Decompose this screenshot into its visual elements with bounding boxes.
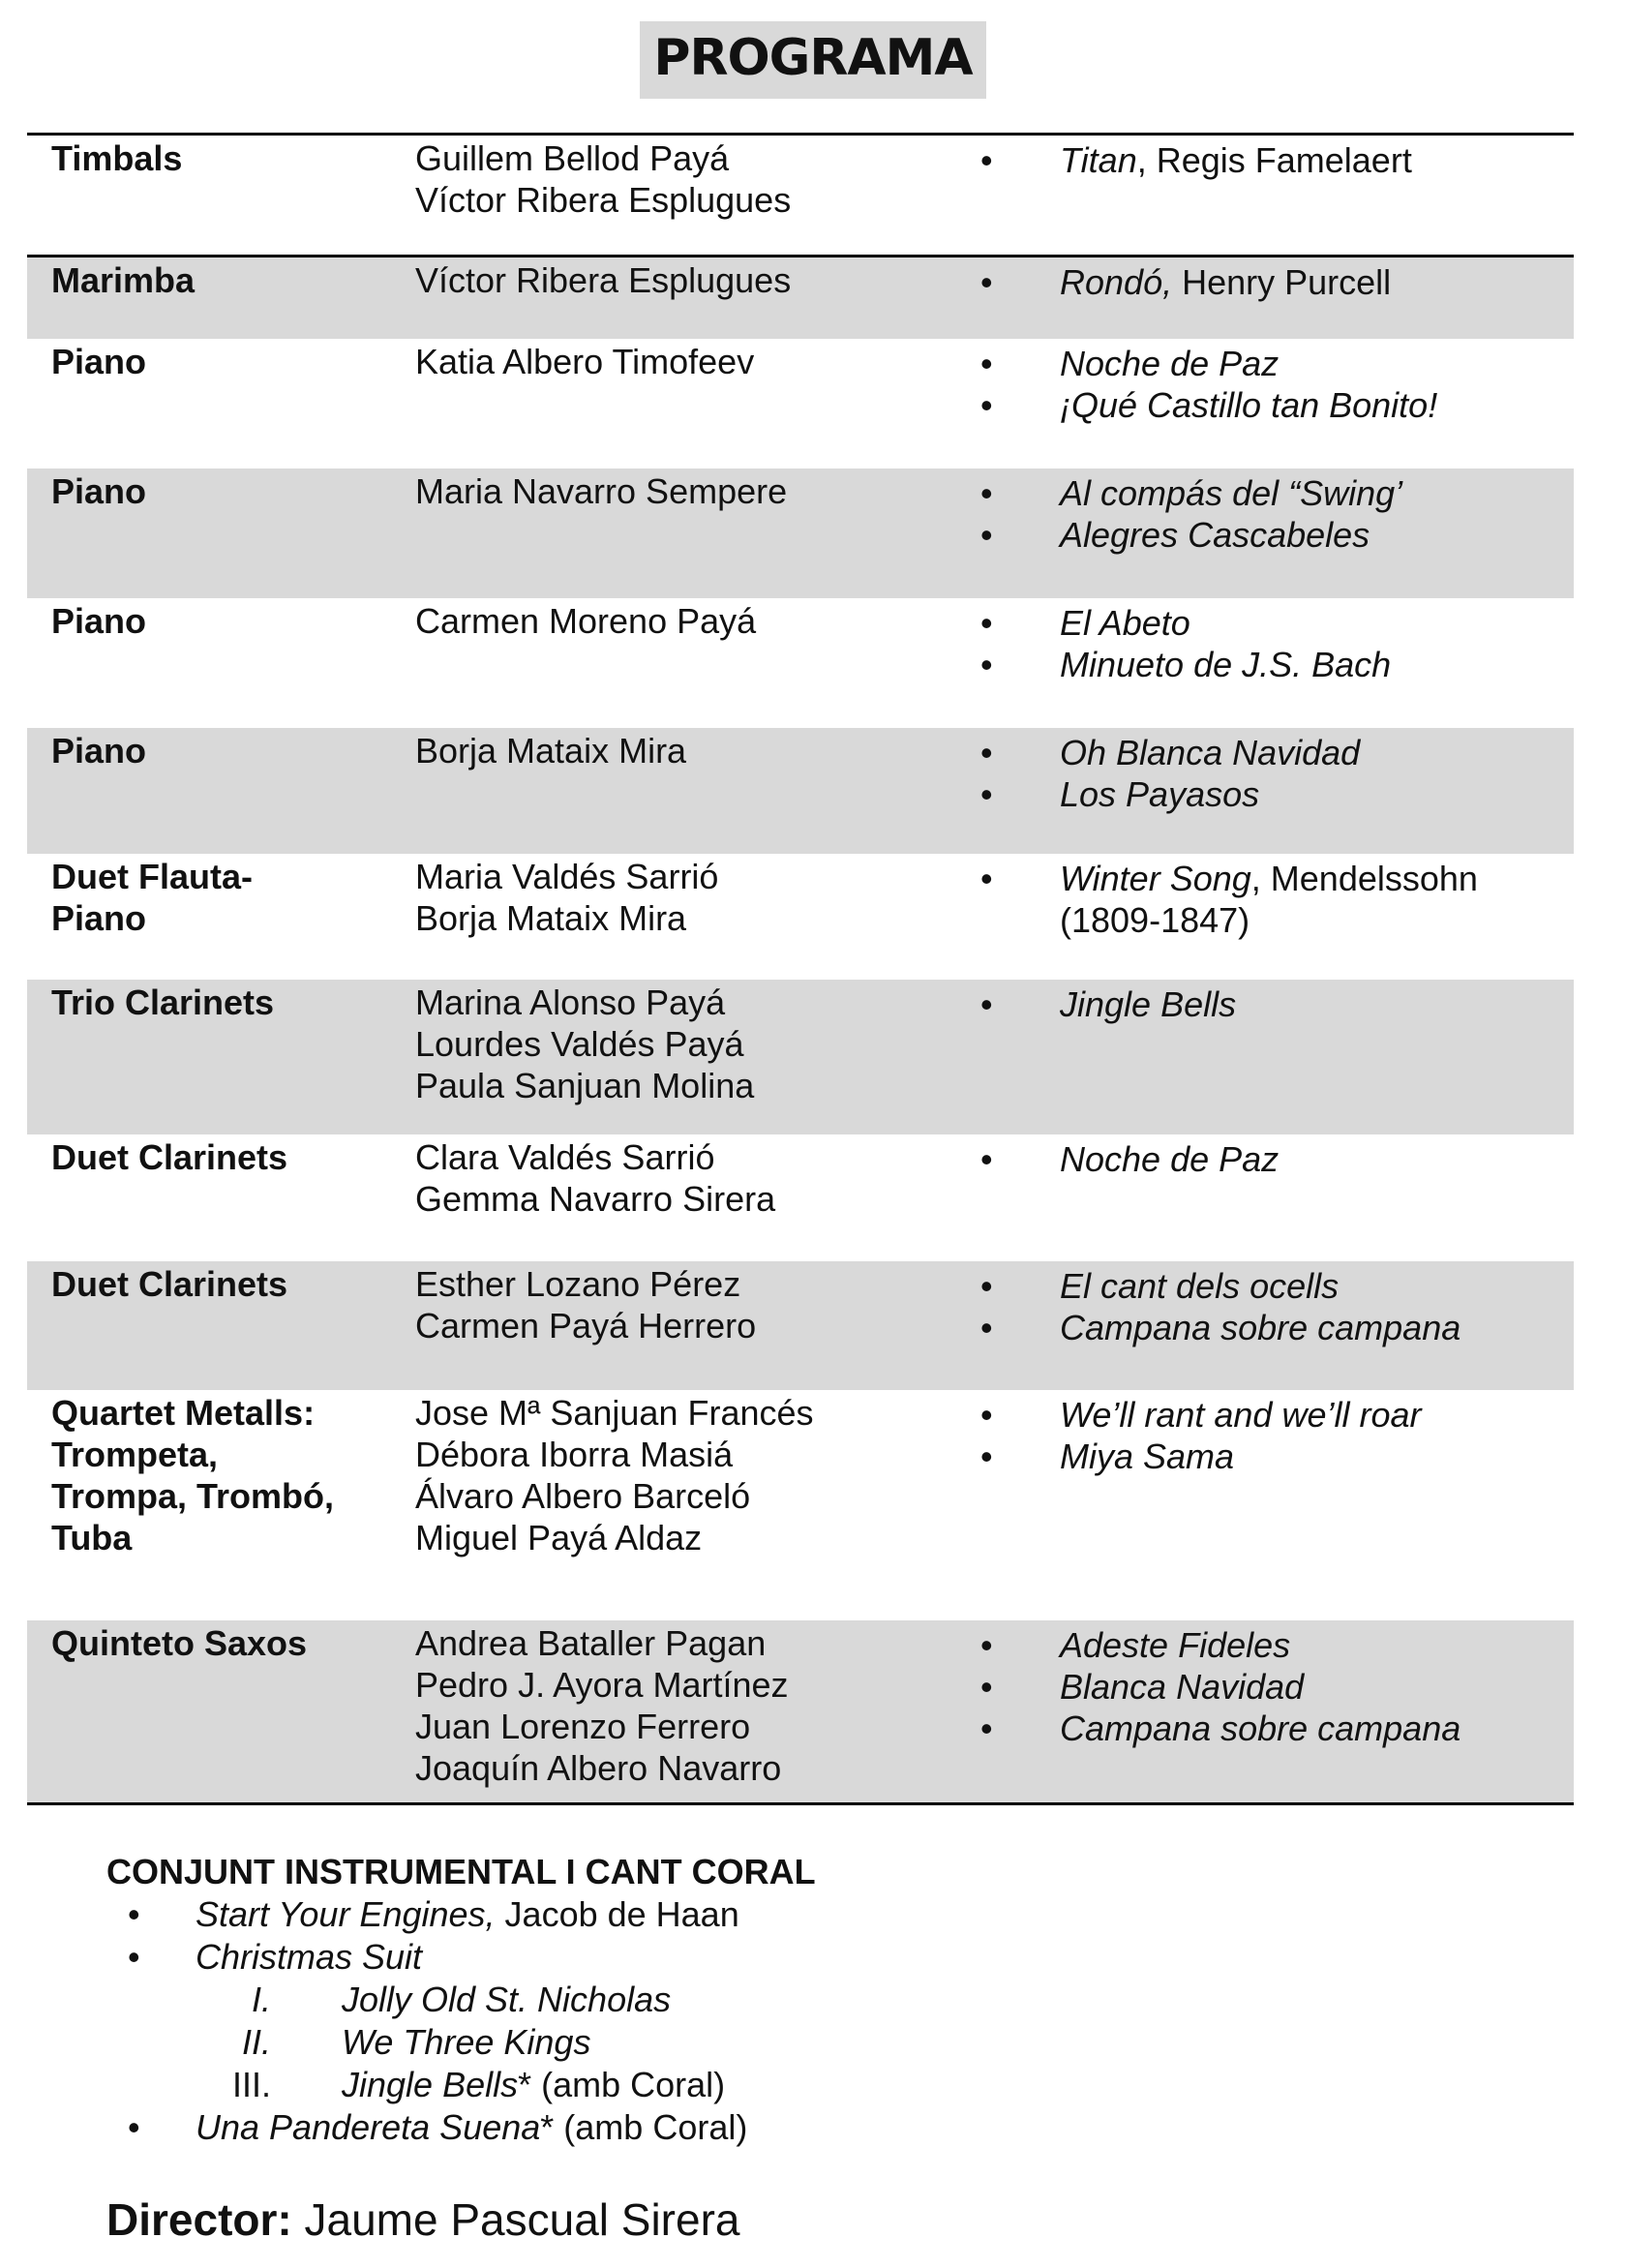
piece-item xyxy=(980,384,1571,426)
piece-item xyxy=(980,732,1571,773)
ensemble-section xyxy=(106,1851,816,2149)
piece-item xyxy=(980,343,1571,384)
pieces-cell xyxy=(980,1265,1571,1348)
piece-title: Miya Sama xyxy=(1060,1436,1235,1476)
performers-cell xyxy=(415,600,957,642)
performer-name: Borja Mataix Mira xyxy=(415,898,687,938)
piece-item xyxy=(980,514,1571,556)
performer-name: Débora Iborra Masiá xyxy=(415,1435,734,1474)
ensemble-sub-item xyxy=(106,1979,816,2021)
instrument-label: Piano xyxy=(51,731,147,771)
piece-title: ¡Qué Castillo tan Bonito! xyxy=(1060,385,1438,425)
performers-cell xyxy=(415,137,957,221)
instrument-label: Quartet Metalls: xyxy=(51,1393,316,1433)
instrument-label: Piano xyxy=(51,471,147,511)
piece-item xyxy=(980,1394,1571,1436)
bullet-icon: • xyxy=(980,603,993,643)
program-row xyxy=(27,728,1574,854)
instrument-label: Marimba xyxy=(51,260,196,300)
roman-numeral: III. xyxy=(231,2065,271,2104)
instrument-cell xyxy=(51,982,400,1023)
piece-item xyxy=(980,1307,1571,1348)
pieces-cell xyxy=(980,732,1571,815)
instrument-cell xyxy=(51,341,400,382)
piece-title: Rondó, xyxy=(1060,262,1173,302)
performer-name: Maria Valdés Sarrió xyxy=(415,857,719,896)
bullet-icon: • xyxy=(980,1436,993,1476)
performer-name: Carmen Moreno Payá xyxy=(415,601,757,641)
bullet-icon: • xyxy=(980,645,993,684)
ensemble-item xyxy=(106,1893,816,1936)
piece-title: El cant dels ocells xyxy=(1060,1266,1340,1306)
piece-title: Los Payasos xyxy=(1060,774,1260,814)
performer-name: Álvaro Albero Barceló xyxy=(415,1476,751,1516)
instrument-cell xyxy=(51,730,400,771)
piece-title: Noche de Paz xyxy=(1060,1139,1280,1179)
piece-item xyxy=(980,1436,1571,1477)
instrument-label: Trio Clarinets xyxy=(51,983,275,1022)
instrument-cell xyxy=(51,1622,400,1664)
performers-cell xyxy=(415,730,957,771)
performer-name: Katia Albero Timofeev xyxy=(415,342,755,381)
bullet-icon: • xyxy=(128,1894,140,1934)
performers-cell xyxy=(415,1263,957,1346)
performers-cell xyxy=(415,856,957,939)
bullet-icon: • xyxy=(980,385,993,425)
bullet-icon: • xyxy=(980,1667,993,1707)
performers-cell xyxy=(415,1392,957,1558)
performer-name: Carmen Payá Herrero xyxy=(415,1306,757,1346)
bullet-icon: • xyxy=(980,473,993,513)
instrument-label: Piano xyxy=(51,601,147,641)
bullet-icon: • xyxy=(980,1625,993,1665)
pieces-cell xyxy=(980,139,1571,181)
bullet-icon: • xyxy=(980,1308,993,1347)
performers-cell xyxy=(415,982,957,1106)
performers-cell xyxy=(415,1136,957,1220)
program-row xyxy=(27,1390,1574,1620)
instrument-cell xyxy=(51,1392,400,1558)
program-row xyxy=(27,980,1574,1134)
piece-detail: * (amb Coral) xyxy=(518,2065,726,2104)
bullet-icon: • xyxy=(980,344,993,383)
instrument-label: Piano xyxy=(51,342,147,381)
performer-name: Gemma Navarro Sirera xyxy=(415,1179,776,1219)
pieces-cell xyxy=(980,858,1571,941)
roman-numeral: II. xyxy=(241,2022,271,2062)
piece-detail: * (amb Coral) xyxy=(540,2107,748,2147)
piece-detail: , Mendelssohn xyxy=(1250,859,1478,898)
instrument-cell xyxy=(51,856,400,939)
instrument-label: Duet Clarinets xyxy=(51,1264,288,1304)
program-row xyxy=(27,598,1574,728)
program-row xyxy=(27,1620,1574,1802)
performers-cell xyxy=(415,1622,957,1789)
instrument-label: Trompeta, xyxy=(51,1435,219,1474)
instrument-label: Timbals xyxy=(51,138,183,178)
program-row xyxy=(27,1134,1574,1261)
instrument-label: Piano xyxy=(51,898,147,938)
bullet-icon: • xyxy=(980,1266,993,1306)
piece-item xyxy=(980,1265,1571,1307)
piece-item xyxy=(980,983,1571,1025)
instrument-label: Trompa, Trombó, xyxy=(51,1476,335,1516)
performer-name: Pedro J. Ayora Martínez xyxy=(415,1665,789,1705)
performer-name: Esther Lozano Pérez xyxy=(415,1264,741,1304)
program-row xyxy=(27,854,1574,980)
ensemble-title: CONJUNT INSTRUMENTAL I CANT CORAL xyxy=(106,1852,816,1891)
bullet-icon: • xyxy=(980,1395,993,1435)
program-row xyxy=(27,339,1574,469)
bullet-icon: • xyxy=(980,1139,993,1179)
piece-title: We Three Kings xyxy=(342,2022,591,2062)
bullet-icon: • xyxy=(128,2107,140,2147)
pieces-cell xyxy=(980,1138,1571,1180)
performer-name: Joaquín Albero Navarro xyxy=(415,1748,782,1788)
instrument-cell xyxy=(51,1263,400,1305)
piece-title: Start Your Engines, xyxy=(196,1894,496,1934)
program-row xyxy=(27,257,1574,339)
piece-detail-continued: (1809-1847) xyxy=(1060,900,1250,940)
piece-item xyxy=(980,1138,1571,1180)
performer-name: Guillem Bellod Payá xyxy=(415,138,730,178)
piece-item xyxy=(980,773,1571,815)
piece-title: Christmas Suit xyxy=(196,1937,423,1977)
pieces-cell xyxy=(980,602,1571,685)
piece-title: Winter Song xyxy=(1060,859,1251,898)
instrument-cell xyxy=(51,470,400,512)
piece-item xyxy=(980,602,1571,644)
piece-item xyxy=(980,472,1571,514)
piece-title: Una Pandereta Suena xyxy=(196,2107,541,2147)
bullet-icon: • xyxy=(128,1937,140,1977)
title-wrap xyxy=(0,21,1626,99)
piece-item xyxy=(980,261,1571,303)
director-name: Jaume Pascual Sirera xyxy=(291,2194,740,2245)
page-title: PROGRAMA xyxy=(640,21,985,99)
piece-title: Jolly Old St. Nicholas xyxy=(342,1980,672,2019)
piece-item xyxy=(980,1666,1571,1708)
performer-name: Juan Lorenzo Ferrero xyxy=(415,1707,751,1746)
piece-title: Campana sobre campana xyxy=(1060,1709,1461,1748)
instrument-label: Duet Clarinets xyxy=(51,1137,288,1177)
piece-title: Adeste Fideles xyxy=(1060,1625,1291,1665)
piece-item xyxy=(980,1708,1571,1749)
piece-title: Al compás del “Swing’ xyxy=(1060,473,1403,513)
piece-title: Titan xyxy=(1060,140,1137,180)
piece-detail: Jacob de Haan xyxy=(495,1894,739,1934)
piece-item xyxy=(980,644,1571,685)
performer-name: Maria Navarro Sempere xyxy=(415,471,788,511)
bullet-icon: • xyxy=(980,1709,993,1748)
piece-title: Jingle Bells xyxy=(1060,984,1237,1024)
ensemble-sub-item xyxy=(106,2064,816,2106)
piece-title: El Abeto xyxy=(1060,603,1190,643)
pieces-cell xyxy=(980,343,1571,426)
piece-detail: Henry Purcell xyxy=(1172,262,1392,302)
bullet-icon: • xyxy=(980,984,993,1024)
instrument-label: Tuba xyxy=(51,1518,133,1557)
pieces-cell xyxy=(980,1624,1571,1749)
performer-name: Jose Mª Sanjuan Francés xyxy=(415,1393,814,1433)
pieces-cell xyxy=(980,261,1571,303)
performer-name: Víctor Ribera Esplugues xyxy=(415,180,792,220)
performer-name: Andrea Bataller Pagan xyxy=(415,1623,767,1663)
roman-numeral: I. xyxy=(251,1980,271,2019)
instrument-cell xyxy=(51,600,400,642)
instrument-cell xyxy=(51,259,400,301)
program-row xyxy=(27,469,1574,598)
bullet-icon: • xyxy=(980,859,993,898)
performer-name: Paula Sanjuan Molina xyxy=(415,1066,755,1105)
director-line xyxy=(106,2192,739,2247)
piece-title: Alegres Cascabeles xyxy=(1060,515,1370,555)
piece-title: Blanca Navidad xyxy=(1060,1667,1305,1707)
piece-title: Oh Blanca Navidad xyxy=(1060,733,1361,772)
piece-title: Jingle Bells xyxy=(342,2065,519,2104)
performers-cell xyxy=(415,341,957,382)
program-row xyxy=(27,136,1574,257)
performer-name: Clara Valdés Sarrió xyxy=(415,1137,715,1177)
ensemble-item xyxy=(106,2106,816,2149)
performers-cell xyxy=(415,470,957,512)
instrument-label: Quinteto Saxos xyxy=(51,1623,308,1663)
piece-title: Minueto de J.S. Bach xyxy=(1060,645,1392,684)
pieces-cell xyxy=(980,472,1571,556)
bullet-icon: • xyxy=(980,140,993,180)
ensemble-item xyxy=(106,1936,816,1979)
piece-title: Campana sobre campana xyxy=(1060,1308,1461,1347)
piece-item xyxy=(980,139,1571,181)
performer-name: Borja Mataix Mira xyxy=(415,731,687,771)
bullet-icon: • xyxy=(980,262,993,302)
instrument-cell xyxy=(51,137,400,179)
bullet-icon: • xyxy=(980,515,993,555)
performers-cell xyxy=(415,259,957,301)
piece-item xyxy=(980,1624,1571,1666)
performer-name: Víctor Ribera Esplugues xyxy=(415,260,792,300)
ensemble-sub-item xyxy=(106,2021,816,2064)
pieces-cell xyxy=(980,983,1571,1025)
piece-title: Noche de Paz xyxy=(1060,344,1280,383)
bullet-icon: • xyxy=(980,774,993,814)
piece-title: We’ll rant and we’ll roar xyxy=(1060,1395,1422,1435)
performer-name: Lourdes Valdés Payá xyxy=(415,1024,744,1064)
director-label: Director: xyxy=(106,2194,292,2245)
instrument-cell xyxy=(51,1136,400,1178)
performer-name: Marina Alonso Payá xyxy=(415,983,726,1022)
piece-item xyxy=(980,858,1571,899)
bullet-icon: • xyxy=(980,733,993,772)
program-row xyxy=(27,1261,1574,1390)
performer-name: Miguel Payá Aldaz xyxy=(415,1518,703,1557)
instrument-label: Duet Flauta- xyxy=(51,857,254,896)
pieces-cell xyxy=(980,1394,1571,1477)
piece-detail: , Regis Famelaert xyxy=(1136,140,1412,180)
program-table xyxy=(27,133,1574,1805)
